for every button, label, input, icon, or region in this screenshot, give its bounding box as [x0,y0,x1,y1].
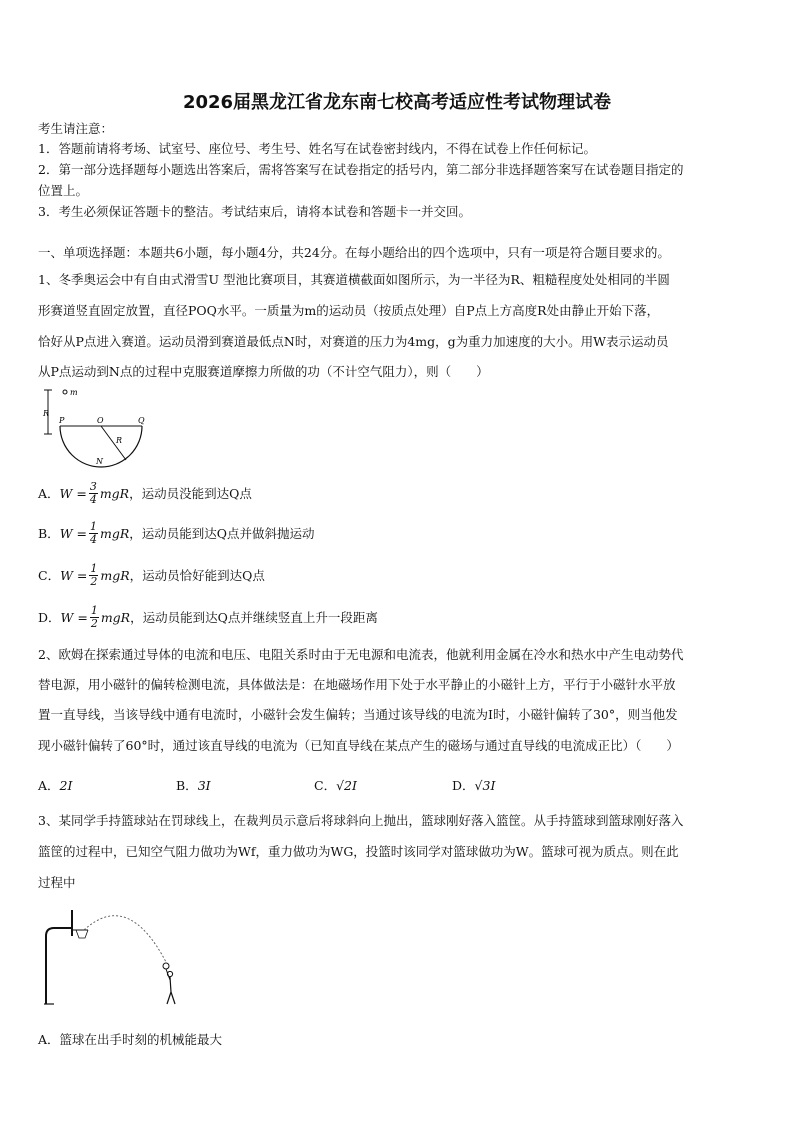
q2-option-b[interactable] [176,776,314,794]
fraction-numerator: 1 [90,561,98,575]
fraction-denominator: 4 [89,492,97,506]
option-prefix: W = [60,567,88,583]
q1-option-a[interactable] [38,478,252,508]
option-suffix: mgR [100,567,130,583]
option-letter: B． [38,526,60,541]
option-letter: A． [38,778,60,793]
option-letter: D． [38,610,61,625]
q3-text: 3、某同学手持篮球站在罚球线上，在裁判员示意后将球斜向上抛出，篮球刚好落入篮筐。从手持篮球到篮球刚好落入 [38,813,684,828]
option-text: ，运动员能到达Q点并继续竖直上升一段距离 [130,610,378,625]
fig-label-q: Q [138,416,145,425]
option-letter: A． [38,1032,60,1047]
q2-text: 替电源，用小磁针的偏转检测电流，具体做法是：在地磁场作用下处于水平静止的小磁针上方，平行于小磁针水平放 [38,677,676,692]
q3-text: 过程中 [38,875,76,890]
fraction [90,605,99,630]
option-letter: D． [452,778,475,793]
option-suffix: mgR [100,609,131,625]
q1-text: 从P点运动到N点的过程中克服赛道摩擦力所做的功（不计空气阻力），则（ ） [38,364,489,379]
option-text: 3I [197,778,211,793]
q2-option-c[interactable] [314,776,452,794]
option-letter: C． [314,778,337,793]
option-text: 篮球在出手时刻的机械能最大 [59,1032,223,1047]
option-suffix: mgR [99,525,130,541]
option-text: ，运动员能到达Q点并做斜抛运动 [129,526,315,541]
q1-halfpipe-figure [38,384,158,472]
option-prefix: W = [60,609,88,625]
net-icon [76,930,88,938]
ball-trajectory [84,916,166,962]
q1-option-c[interactable] [38,560,265,590]
q2-text: 置一直导线，当该导线中通有电流时，小磁针会发生偏转；当通过该导线的电流为I时，小磁针偏转了30°，则当他发 [38,707,678,722]
section-heading: 一、单项选择题：本题共6小题，每小题4分，共24分。在每小题给出的四个选项中，只有一项是符合题目要求的。 [38,245,670,260]
fig-label-o: O [97,416,104,425]
option-suffix: mgR [99,485,130,501]
fraction-numerator: 3 [89,479,97,493]
fraction-numerator: 1 [90,603,98,617]
q2-text: 2、欧姆在探索通过导体的电流和电压、电阻关系时由于无电源和电流表，他就利用金属在冷水和热水中产生电动势代 [38,647,684,662]
fraction-denominator: 4 [89,532,97,546]
q3-text: 篮筐的过程中，已知空气阻力做功为Wf，重力做功为WG，投篮时该同学对篮球做功为W。篮球可视为质点。则在此 [38,844,679,859]
fraction [89,521,98,546]
option-text: ，运动员恰好能到达Q点 [129,568,265,583]
notice-heading: 考生请注意： [38,121,114,136]
fraction [89,563,98,588]
notice-item: 3．考生必须保证答题卡的整洁。考试结束后，请将本试卷和答题卡一并交回。 [38,204,471,219]
q3-option-a[interactable] [38,1024,222,1054]
q1-text: 1、冬季奥运会中有自由式滑雪U 型池比赛项目，其赛道横截面如图所示，为一半径为R、粗糙程度处处相同的半圆 [38,272,670,287]
fig-label-height-r: R [43,409,50,418]
q2-text: 现小磁针偏转了60°时，通过该直导线的电流为（已知直导线在某点产生的磁场与通过直导线的电流成正比）（ ） [38,738,679,753]
fraction-numerator: 1 [89,519,97,533]
q2-options-row [38,776,590,794]
q2-option-d[interactable] [452,776,590,794]
option-text: 2I [59,778,73,793]
fig-label-p: P [59,416,65,425]
fraction [89,481,98,506]
fig-label-radius: R [116,436,123,445]
notice-item: 1．答题前请将考场、试室号、座位号、考生号、姓名写在试卷密封线内，不得在试卷上作任何标记。 [38,141,596,156]
q1-option-d[interactable] [38,602,378,632]
option-letter: A． [38,486,60,501]
fraction-denominator: 2 [90,574,98,588]
q1-text: 恰好从P点进入赛道。运动员滑到赛道最低点N时，对赛道的压力为4mg，g为重力加速度的大小。用W表示运动员 [38,334,669,349]
page-title: 2026届黑龙江省龙东南七校高考适应性考试物理试卷 [182,92,612,113]
notice-item: 2．第一部分选择题每小题选出答案后，需将答案写在试卷指定的括号内，第二部分非选择题答案写在试卷题目指定的 [38,162,684,177]
notice-item: 位置上。 [38,183,89,198]
basketball-icon [163,963,169,969]
option-text: √2I [336,778,357,793]
q1-option-b[interactable] [38,518,315,548]
mass-point-icon [63,390,67,394]
fig-label-n: N [96,457,103,466]
fig-label-m: m [70,388,78,397]
option-prefix: W = [59,525,87,541]
option-prefix: W = [59,485,87,501]
option-text: √3I [474,778,496,793]
option-letter: B． [176,778,198,793]
q3-basketball-figure [38,900,198,1008]
q2-option-a[interactable] [38,776,176,794]
option-text: ，运动员没能到达Q点 [129,486,252,501]
q1-text: 形赛道竖直固定放置，直径POQ水平。一质量为m的运动员（按质点处理）自P点上方高度R处由静止开始下落， [38,303,660,318]
fraction-denominator: 2 [90,616,98,630]
option-letter: C． [38,568,61,583]
